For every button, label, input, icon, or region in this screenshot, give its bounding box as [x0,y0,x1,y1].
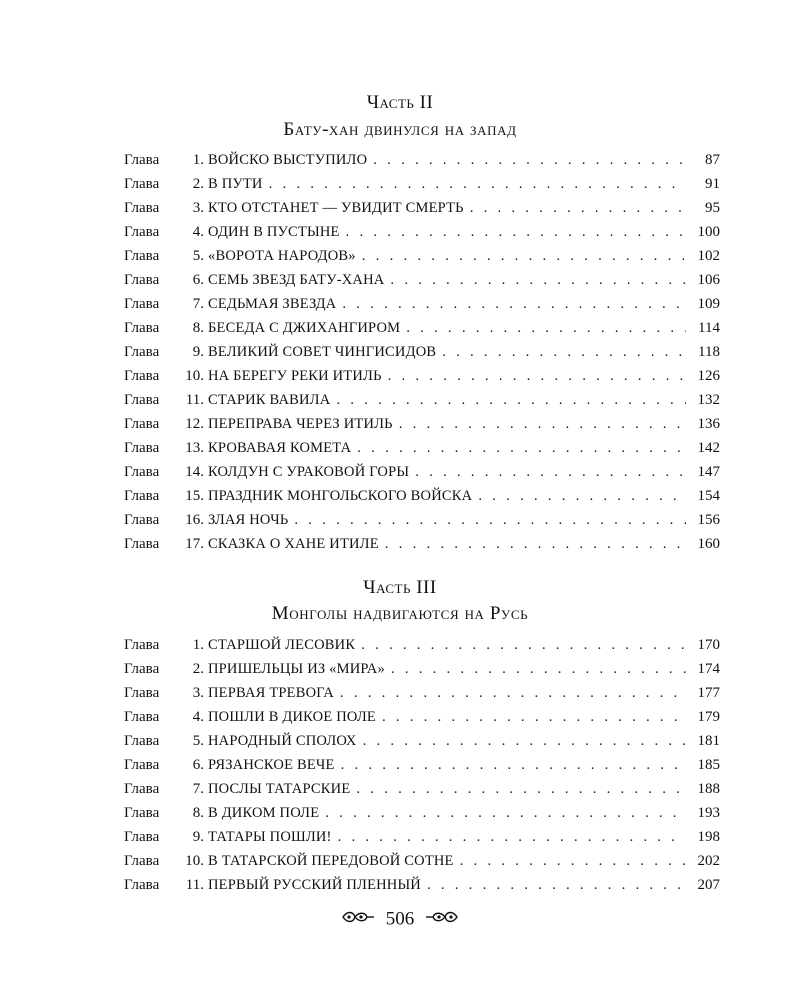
toc-entry [124,729,720,753]
chapter-label: Глава [124,685,160,701]
chapter-title: ЗЛАЯ НОЧЬ [208,512,289,528]
chapter-title: КОЛДУН С УРАКОВОЙ ГОРЫ [208,464,410,480]
dot-leader [325,801,686,825]
chapter-label: Глава [124,805,160,821]
chapter-page-number: 95 [705,200,720,216]
chapter-page-number: 126 [697,368,720,384]
toc-entry [124,172,720,196]
chapter-title: ВОЙСКО ВЫСТУПИЛО [208,152,368,168]
chapter-label: Глава [124,661,160,677]
chapter-page-number: 100 [697,224,720,240]
toc-entry [124,220,720,244]
chapter-page-number: 106 [697,272,720,288]
toc-entry [124,508,720,532]
dot-leader [415,460,686,484]
chapter-label: Глава [124,512,160,528]
chapter-page-number: 132 [697,392,720,408]
chapter-title: ПОСЛЫ ТАТАРСКИЕ [208,781,351,797]
part-3-chapter-list [124,633,720,897]
part-3-title: Часть III [363,577,437,598]
chapter-page-number: 202 [697,853,720,869]
chapter-label: Глава [124,536,160,552]
chapter-number: 9. [192,829,204,845]
dot-leader [356,777,686,801]
chapter-label: Глава [124,488,160,504]
chapter-number: 7. [192,781,204,797]
toc-entry [124,532,720,556]
toc-entry [124,412,720,436]
part-2-chapter-list [124,148,720,556]
chapter-label: Глава [124,440,160,456]
chapter-number: 2. [192,661,204,677]
dot-leader [338,825,686,849]
dot-leader [357,436,686,460]
dot-leader [388,364,686,388]
dot-leader [391,657,686,681]
chapter-number: 10. [185,368,204,384]
chapter-number: 12. [185,416,204,432]
toc-entry [124,196,720,220]
chapter-page-number: 170 [697,637,720,653]
toc-entry [124,364,720,388]
part-3-subtitle: Монголы надвигаются на Русь [271,603,529,624]
chapter-page-number: 102 [697,248,720,264]
dot-leader [385,532,686,556]
chapter-label: Глава [124,224,160,240]
chapter-page-number: 188 [697,781,720,797]
chapter-number: 1. [192,637,204,653]
toc-entry [124,484,720,508]
chapter-number: 5. [192,733,204,749]
dot-leader [269,172,686,196]
chapter-number: 4. [192,224,204,240]
toc-entry [124,849,720,873]
chapter-page-number: 109 [697,296,720,312]
toc-entry [124,633,720,657]
chapter-page-number: 207 [697,877,720,893]
dot-leader [382,705,686,729]
toc-entry [124,753,720,777]
chapter-title: СЕМЬ ЗВЕЗД БАТУ-ХАНА [208,272,385,288]
chapter-title: НА БЕРЕГУ РЕКИ ИТИЛЬ [208,368,382,384]
chapter-page-number: 154 [697,488,720,504]
toc-entry [124,292,720,316]
dot-leader [342,292,686,316]
toc-entry [124,681,720,705]
chapter-number: 6. [192,272,204,288]
chapter-label: Глава [124,781,160,797]
chapter-label: Глава [124,757,160,773]
chapter-label: Глава [124,368,160,384]
chapter-page-number: 185 [697,757,720,773]
dot-leader [390,268,686,292]
dot-leader [406,316,686,340]
chapter-page-number: 174 [697,661,720,677]
chapter-page-number: 87 [705,152,720,168]
chapter-label: Глава [124,344,160,360]
dot-leader [427,873,686,897]
toc-entry [124,340,720,364]
chapter-number: 9. [192,344,204,360]
toc-entry [124,268,720,292]
chapter-number: 17. [185,536,204,552]
chapter-title: РЯЗАНСКОЕ ВЕЧЕ [208,757,335,773]
chapter-number: 11. [185,392,204,408]
dot-leader [478,484,686,508]
dot-leader [294,508,686,532]
chapter-number: 16. [185,512,204,528]
chapter-page-number: 177 [697,685,720,701]
chapter-title: В ТАТАРСКОЙ ПЕРЕДОВОЙ СОТНЕ [208,853,454,869]
dot-leader [460,849,686,873]
chapter-number: 13. [185,440,204,456]
dot-leader [470,196,686,220]
chapter-label: Глава [124,464,160,480]
toc-entry [124,436,720,460]
chapter-page-number: 193 [697,805,720,821]
chapter-number: 10. [185,853,204,869]
chapter-page-number: 118 [698,344,720,360]
dot-leader [336,388,686,412]
chapter-number: 14. [185,464,204,480]
chapter-label: Глава [124,248,160,264]
chapter-page-number: 156 [697,512,720,528]
floral-ornament-left-icon [341,909,375,931]
toc-entry [124,460,720,484]
toc-entry [124,825,720,849]
toc-entry [124,873,720,897]
chapter-title: СКАЗКА О ХАНЕ ИТИЛЕ [208,536,379,552]
chapter-page-number: 198 [697,829,720,845]
chapter-number: 7. [192,296,204,312]
toc-entry [124,657,720,681]
chapter-label: Глава [124,296,160,312]
chapter-label: Глава [124,829,160,845]
chapter-label: Глава [124,709,160,725]
chapter-page-number: 160 [697,536,720,552]
chapter-title: СЕДЬМАЯ ЗВЕЗДА [208,296,337,312]
chapter-title: ВЕЛИКИЙ СОВЕТ ЧИНГИСИДОВ [208,344,437,360]
toc-entry [124,244,720,268]
chapter-page-number: 114 [698,320,720,336]
chapter-title: В ДИКОМ ПОЛЕ [208,805,320,821]
chapter-title: СТАРИК ВАВИЛА [208,392,331,408]
chapter-title: БЕСЕДА С ДЖИХАНГИРОМ [208,320,401,336]
chapter-label: Глава [124,733,160,749]
toc-entry [124,705,720,729]
dot-leader [341,753,686,777]
chapter-title: В ПУТИ [208,176,263,192]
chapter-title: КТО ОТСТАНЕТ — УВИДИТ СМЕРТЬ [208,200,464,216]
chapter-title: «ВОРОТА НАРОДОВ» [208,248,356,264]
chapter-label: Глава [124,320,160,336]
chapter-label: Глава [124,152,160,168]
chapter-title: ПЕРВАЯ ТРЕВОГА [208,685,334,701]
chapter-label: Глава [124,416,160,432]
chapter-title: ОДИН В ПУСТЫНЕ [208,224,340,240]
chapter-number: 3. [192,200,204,216]
dot-leader [346,220,686,244]
toc-entry [124,316,720,340]
chapter-number: 8. [192,805,204,821]
chapter-number: 4. [192,709,204,725]
page-number: 506 [385,908,415,930]
chapter-label: Глава [124,176,160,192]
dot-leader [363,729,686,753]
dot-leader [340,681,686,705]
chapter-title: НАРОДНЫЙ СПОЛОХ [208,733,357,749]
chapter-number: 1. [192,152,204,168]
chapter-number: 2. [192,176,204,192]
dot-leader [373,148,686,172]
chapter-label: Глава [124,853,160,869]
part-2-title: Часть II [366,92,434,113]
chapter-title: ПЕРВЫЙ РУССКИЙ ПЛЕННЫЙ [208,877,421,893]
chapter-page-number: 136 [697,416,720,432]
dot-leader [362,244,686,268]
dot-leader [399,412,686,436]
floral-ornament-right-icon [425,909,459,931]
chapter-title: СТАРШОЙ ЛЕСОВИК [208,637,356,653]
dot-leader [442,340,686,364]
chapter-number: 8. [192,320,204,336]
chapter-page-number: 91 [705,176,720,192]
chapter-number: 5. [192,248,204,264]
chapter-number: 15. [185,488,204,504]
chapter-number: 11. [185,877,204,893]
chapter-title: КРОВАВАЯ КОМЕТА [208,440,352,456]
toc-entry [124,148,720,172]
chapter-label: Глава [124,200,160,216]
chapter-page-number: 147 [697,464,720,480]
page-footer [0,908,800,931]
chapter-title: ТАТАРЫ ПОШЛИ! [208,829,332,845]
toc-entry [124,777,720,801]
toc-entry [124,801,720,825]
chapter-title: ПРАЗДНИК МОНГОЛЬСКОГО ВОЙСКА [208,488,473,504]
chapter-title: ПОШЛИ В ДИКОЕ ПОЛЕ [208,709,376,725]
chapter-title: ПЕРЕПРАВА ЧЕРЕЗ ИТИЛЬ [208,416,393,432]
chapter-label: Глава [124,877,160,893]
chapter-number: 6. [192,757,204,773]
toc-entry [124,388,720,412]
chapter-page-number: 142 [697,440,720,456]
dot-leader [361,633,686,657]
chapter-label: Глава [124,637,160,653]
chapter-page-number: 179 [697,709,720,725]
part-2-subtitle: Бату-хан двинулся на запад [283,119,517,140]
chapter-label: Глава [124,392,160,408]
chapter-title: ПРИШЕЛЬЦЫ ИЗ «МИРА» [208,661,385,677]
chapter-number: 3. [192,685,204,701]
chapter-label: Глава [124,272,160,288]
chapter-page-number: 181 [697,733,720,749]
